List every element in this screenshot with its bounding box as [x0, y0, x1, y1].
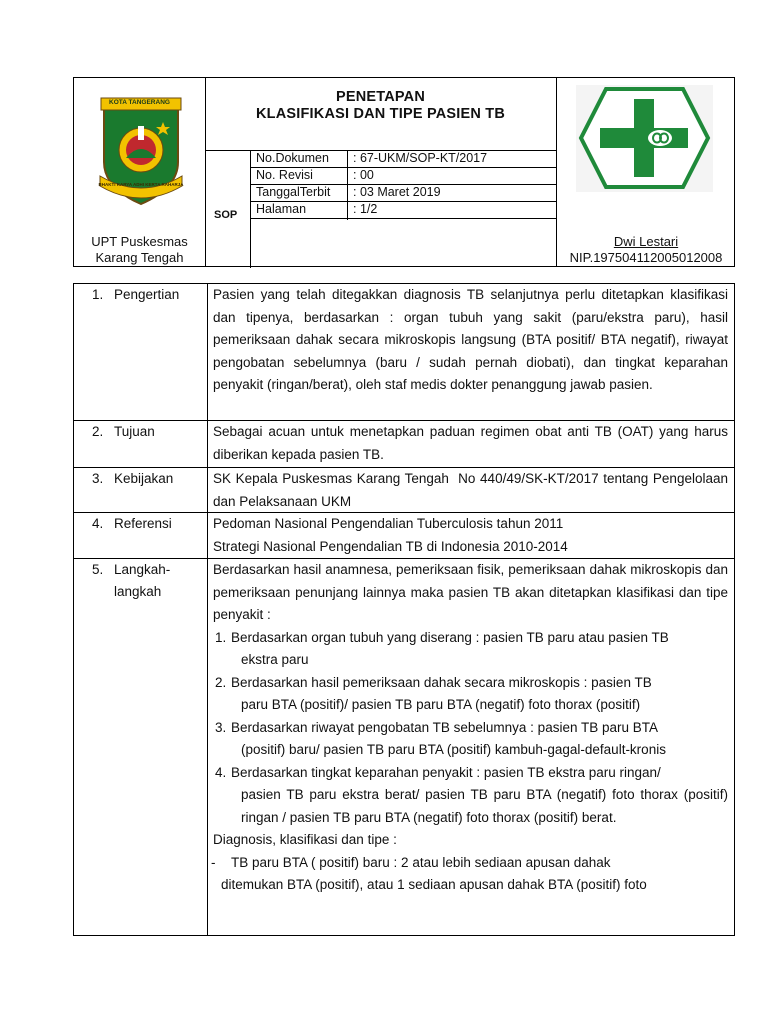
meta-row-revision [250, 167, 556, 184]
logo-cell [74, 78, 205, 268]
list-item-first: Berdasarkan organ tubuh yang diserang : pasien TB paru atau pasien TB [231, 629, 669, 645]
signer-nip: NIP.197504112005012008 [569, 250, 723, 265]
section-label-line1: Langkah- [114, 562, 171, 577]
section-content [213, 559, 728, 897]
doc-title-line2: KLASIFIKASI DAN TIPE PASIEN TB [255, 106, 506, 122]
meta-label: No.Dokumen [256, 151, 329, 165]
section-number: 2. [92, 424, 104, 439]
diagnosis-heading: Diagnosis, klasifikasi dan tipe : [213, 832, 397, 847]
dash-item [213, 852, 728, 875]
section-label: Kebijakan [114, 471, 174, 486]
section-row-langkah [74, 559, 734, 937]
dash-item-first: TB paru BTA ( positif) baru : 2 atau lebih sediaan apusan dahak [231, 854, 611, 870]
meta-line [250, 218, 556, 219]
list-item-continuation: pasien TB paru ekstra berat/ pasien TB paru BTA (negatif) foto thorax (positif) ringan / pasien TB paru BTA (negatif) foto thorax (positif) berat. [241, 787, 728, 825]
reference-item: Strategi Nasional Pengendalian TB di Indonesia 2010-2014 [213, 538, 568, 554]
meta-row-document-number [250, 150, 556, 167]
section-label-line2: langkah [114, 584, 162, 599]
puskesmas-logo-icon [576, 85, 713, 192]
sop-label: SOP [214, 209, 238, 221]
meta-label: TanggalTerbit [256, 185, 331, 199]
meta-row-page [250, 201, 556, 218]
list-item-continuation: (positif) baru/ pasien TB paru BTA (positif) kambuh-gagal-default-kronis [241, 742, 666, 757]
section-content [213, 513, 728, 558]
logo-motto-text: BHAKTI KARYA ADHI KERTA RAHARJA [98, 182, 184, 187]
section-row-pengertian [74, 284, 734, 421]
sop-content-table [73, 283, 735, 936]
meta-value: : 1/2 [353, 202, 378, 216]
sop-label-cell [205, 150, 250, 268]
list-item-first: Berdasarkan riwayat pengobatan TB sebelumnya : pasien TB paru BTA [231, 719, 658, 735]
meta-value: : 67-UKM/SOP-KT/2017 [353, 151, 488, 165]
section-number: 4. [92, 516, 104, 531]
list-item [213, 627, 728, 650]
section-row-kebijakan [74, 468, 734, 513]
kota-tangerang-emblem-icon [98, 96, 184, 208]
reference-item: Pedoman Nasional Pengendalian Tuberculosis tahun 2011 [213, 516, 564, 531]
list-item-number: 2. [215, 674, 227, 690]
title-cell [205, 78, 556, 268]
list-item-number: 3. [215, 719, 227, 735]
section-number: 3. [92, 471, 104, 486]
meta-label: No. Revisi [256, 168, 313, 182]
doc-title-line1: PENETAPAN [335, 89, 426, 105]
dash-item-continuation: ditemukan BTA (positif), atau 1 sediaan apusan dahak BTA (positif) foto [221, 877, 647, 892]
section-row-tujuan [74, 421, 734, 468]
steps-intro: Berdasarkan hasil anamnesa, pemeriksaan fisik, pemeriksaan dahak mikroskopis dan pemeriksaan penunjang lainnya maka pasien TB akan ditetapkan klasifikasi dan tipe penyakit : [213, 562, 728, 622]
section-row-referensi [74, 513, 734, 559]
logo-banner-text: KOTA TANGERANG [109, 99, 170, 106]
meta-value: : 03 Maret 2019 [353, 185, 441, 199]
section-label: Referensi [114, 516, 172, 531]
org-name-line2: Karang Tengah [95, 250, 184, 265]
list-item-continuation: ekstra paru [241, 652, 309, 667]
list-item [213, 672, 728, 695]
section-content: SK Kepala Puskesmas Karang Tengah No 440/49/SK-KT/2017 tentang Pengelolaan dan Pelaksanaan UKM [213, 471, 732, 509]
meta-value: : 00 [353, 168, 374, 182]
list-item-continuation: paru BTA (positif)/ pasien TB paru BTA (negatif) foto thorax (positif) [241, 697, 641, 712]
sop-header-table [73, 77, 735, 267]
section-number: 1. [92, 287, 104, 302]
dash-marker: - [211, 854, 216, 870]
meta-row-issue-date [250, 184, 556, 201]
meta-label: Halaman [256, 202, 307, 216]
section-content: Pasien yang telah ditegakkan diagnosis TB selanjutnya perlu ditetapkan klasifikasi dan tipenya, berdasarkan : organ tubuh yang sakit (paru/ekstra paru), hasil pemeriksaan dahak secara mikroskopis langsung (BTA positif/ BTA negatif), riwayat pengobatan sebelumnya (baru / sudah pernah diobati), dan tingkat keparahan penyakit (ringan/berat), oleh staf medis dokter penanggung jawab pasien. [213, 287, 728, 392]
section-number: 5. [92, 562, 104, 577]
list-item-number: 4. [215, 764, 227, 780]
list-item [213, 717, 728, 740]
list-item-first: Berdasarkan tingkat keparahan penyakit : pasien TB ekstra paru ringan/ [231, 764, 661, 780]
list-item-number: 1. [215, 629, 227, 645]
org-name-line1: UPT Puskesmas [91, 234, 188, 249]
signer-name: Dwi Lestari [613, 234, 679, 249]
section-label: Pengertian [114, 287, 180, 302]
list-item [213, 762, 728, 785]
section-label [114, 559, 210, 603]
section-content: Sebagai acuan untuk menetapkan paduan regimen obat anti TB (OAT) yang harus diberikan kepada pasien TB. [213, 424, 728, 462]
section-label: Tujuan [114, 424, 155, 439]
document-metadata [250, 150, 556, 220]
list-item-first: Berdasarkan hasil pemeriksaan dahak secara mikroskopis : pasien TB [231, 674, 652, 690]
signature-cell [556, 78, 736, 268]
